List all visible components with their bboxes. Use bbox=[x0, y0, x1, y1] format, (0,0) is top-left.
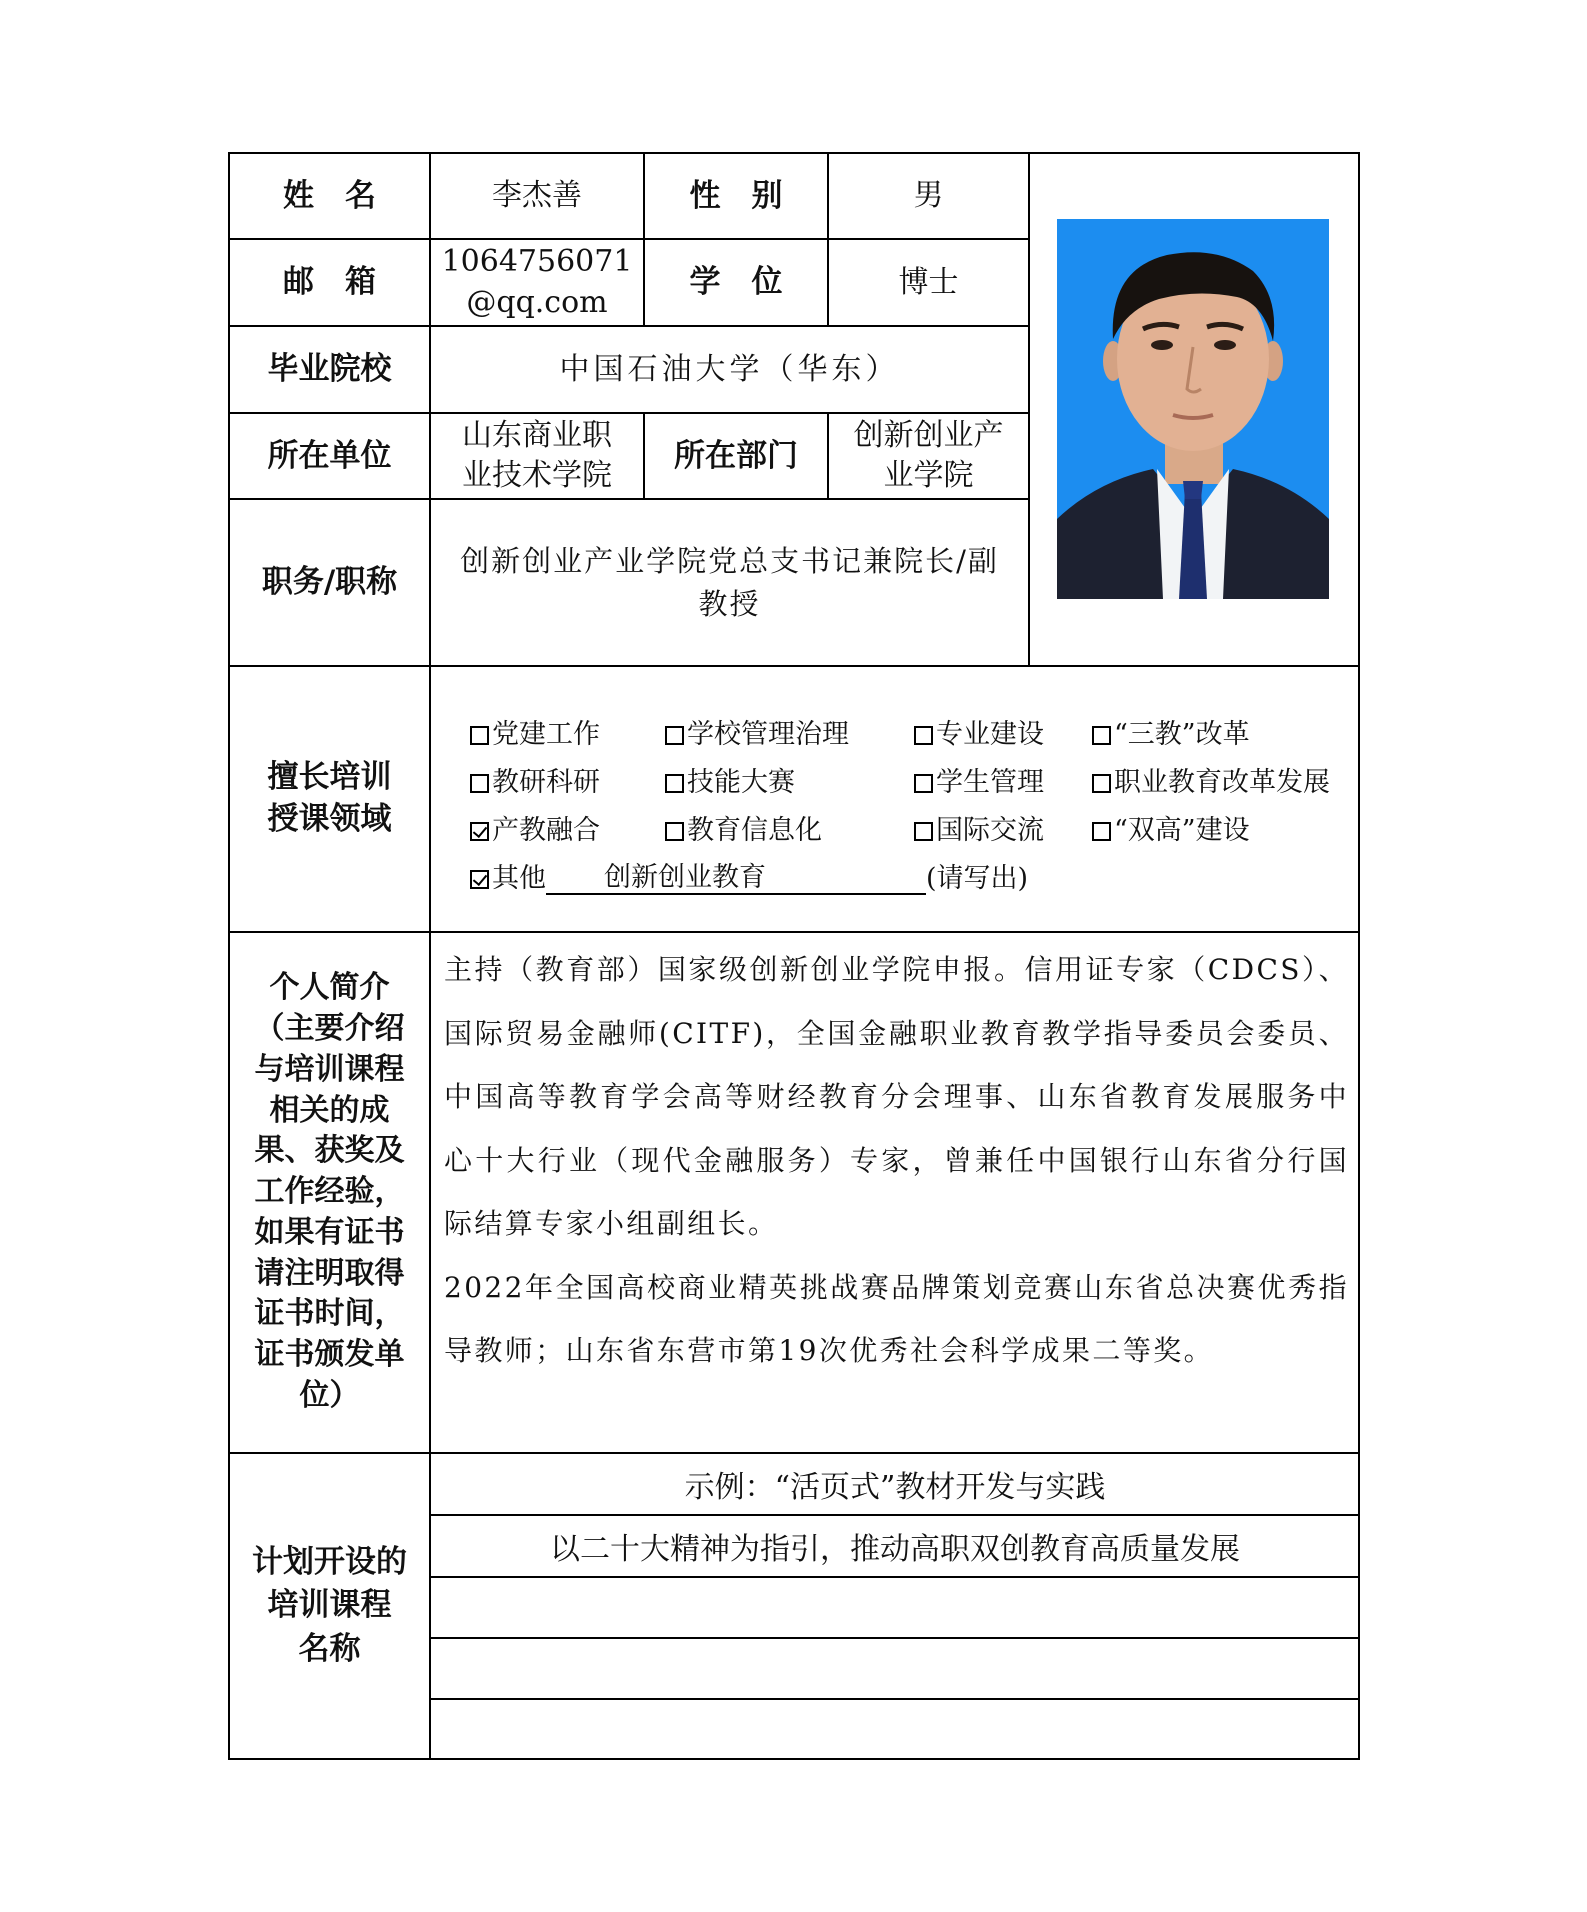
checkbox-icon[interactable] bbox=[914, 726, 933, 745]
profile-text bbox=[444, 938, 1349, 1383]
unit-label: 所在单位 bbox=[267, 437, 392, 474]
unit-line-1: 山东商业职 bbox=[462, 417, 612, 453]
checkbox-icon[interactable] bbox=[914, 822, 933, 841]
option-school-governance[interactable]: 学校管理治理 bbox=[665, 712, 849, 751]
portrait-image bbox=[1057, 219, 1329, 599]
option-three-teaching-reform[interactable]: “三教”改革 bbox=[1092, 712, 1250, 751]
col-divider bbox=[1028, 152, 1030, 665]
dept-line-2: 业学院 bbox=[883, 458, 974, 493]
unit-value bbox=[431, 414, 643, 498]
school-value: 中国石油大学（华东） bbox=[559, 351, 900, 387]
checkbox-icon[interactable] bbox=[665, 822, 684, 841]
checkbox-icon[interactable] bbox=[665, 726, 684, 745]
option-double-high[interactable]: “双高”建设 bbox=[1092, 808, 1250, 847]
dept-label: 所在部门 bbox=[674, 437, 798, 474]
email-value bbox=[431, 240, 643, 325]
checkbox-icon[interactable] bbox=[470, 870, 489, 889]
expertise-label bbox=[230, 667, 429, 931]
expertise-label-line-1: 擅长培训 bbox=[267, 759, 392, 796]
title-line-2: 教授 bbox=[698, 586, 761, 621]
profile-label: 个人简介 （主要介绍 与培训课程 相关的成 果、获奖及 工作经验， 如果有证书 请注明取得 证书时间， 证书颁发单 位） bbox=[254, 970, 405, 1414]
email-label: 邮 箱 bbox=[283, 264, 376, 301]
email-line-2: @qq.com bbox=[466, 284, 608, 320]
option-teaching-research[interactable]: 教研科研 bbox=[470, 760, 600, 799]
option-industry-education[interactable]: 产教融合 bbox=[470, 808, 600, 847]
option-international-exchange[interactable]: 国际交流 bbox=[914, 808, 1044, 847]
checkbox-icon[interactable] bbox=[470, 774, 489, 793]
courses-label: 计划开设的 培训课程 名称 bbox=[252, 1543, 407, 1667]
course-item-5 bbox=[430, 1700, 1360, 1760]
profile-paragraph-2: 2022年全国高校商业精英挑战赛品牌策划竞赛山东省总决赛优秀指导教师；山东省东营市第19次优秀社会科学成果二等奖。 bbox=[444, 1270, 1349, 1367]
checkbox-icon[interactable] bbox=[914, 774, 933, 793]
option-party-building[interactable]: 党建工作 bbox=[470, 712, 600, 751]
option-vocational-reform[interactable]: 职业教育改革发展 bbox=[1092, 760, 1330, 799]
title-label: 职务/职称 bbox=[261, 564, 398, 601]
expertise-label-line-2: 授课领域 bbox=[267, 801, 392, 837]
name-value: 李杰善 bbox=[492, 178, 582, 214]
school-label: 毕业院校 bbox=[267, 351, 392, 388]
option-other[interactable]: 其他 创新创业教育 (请写出) bbox=[470, 856, 1028, 895]
checkbox-icon[interactable] bbox=[665, 774, 684, 793]
gender-label: 性 别 bbox=[689, 177, 783, 214]
unit-line-2: 业技术学院 bbox=[462, 458, 612, 493]
other-hint: (请写出) bbox=[926, 863, 1029, 894]
course-item-3 bbox=[430, 1578, 1360, 1638]
checkbox-icon[interactable] bbox=[470, 726, 489, 745]
dept-value bbox=[829, 414, 1028, 498]
checkbox-icon[interactable] bbox=[1092, 774, 1111, 793]
degree-value: 博士 bbox=[898, 264, 959, 300]
option-skills-competition[interactable]: 技能大赛 bbox=[665, 760, 795, 799]
checkbox-icon[interactable] bbox=[470, 822, 489, 841]
email-line-1: 1064756071 bbox=[441, 244, 633, 279]
profile-paragraph-1: 主持（教育部）国家级创新创业学院申报。信用证专家（CDCS）、国际贸易金融师(CITF)，全国金融职业教育教学指导委员会委员、中国高等教育学会高等财经教育分会理事、山东省教育发展服务中心十大行业（现代金融服务）专家，曾兼任中国银行山东省分行国际结算专家小组副组长。 bbox=[444, 953, 1349, 1240]
dept-line-1: 创新创业产 bbox=[853, 417, 1004, 453]
option-student-management[interactable]: 学生管理 bbox=[914, 760, 1044, 799]
course-item-1: 示例：“活页式”教材开发与实践 bbox=[684, 1470, 1106, 1505]
other-input[interactable]: 创新创业教育 bbox=[546, 862, 926, 895]
option-major-building[interactable]: 专业建设 bbox=[914, 712, 1044, 751]
title-value bbox=[431, 500, 1028, 665]
course-item-2: 以二十大精神为指引，推动高职双创教育高质量发展 bbox=[550, 1532, 1240, 1567]
title-line-1: 创新创业产业学院党总支书记兼院长/副 bbox=[460, 544, 999, 579]
course-item-4 bbox=[430, 1639, 1360, 1699]
profile-photo bbox=[1057, 219, 1329, 599]
checkbox-icon[interactable] bbox=[1092, 726, 1111, 745]
degree-label: 学 位 bbox=[689, 264, 783, 301]
name-label: 姓 名 bbox=[283, 177, 376, 214]
option-education-it[interactable]: 教育信息化 bbox=[665, 808, 822, 847]
checkbox-icon[interactable] bbox=[1092, 822, 1111, 841]
gender-value: 男 bbox=[913, 178, 944, 214]
